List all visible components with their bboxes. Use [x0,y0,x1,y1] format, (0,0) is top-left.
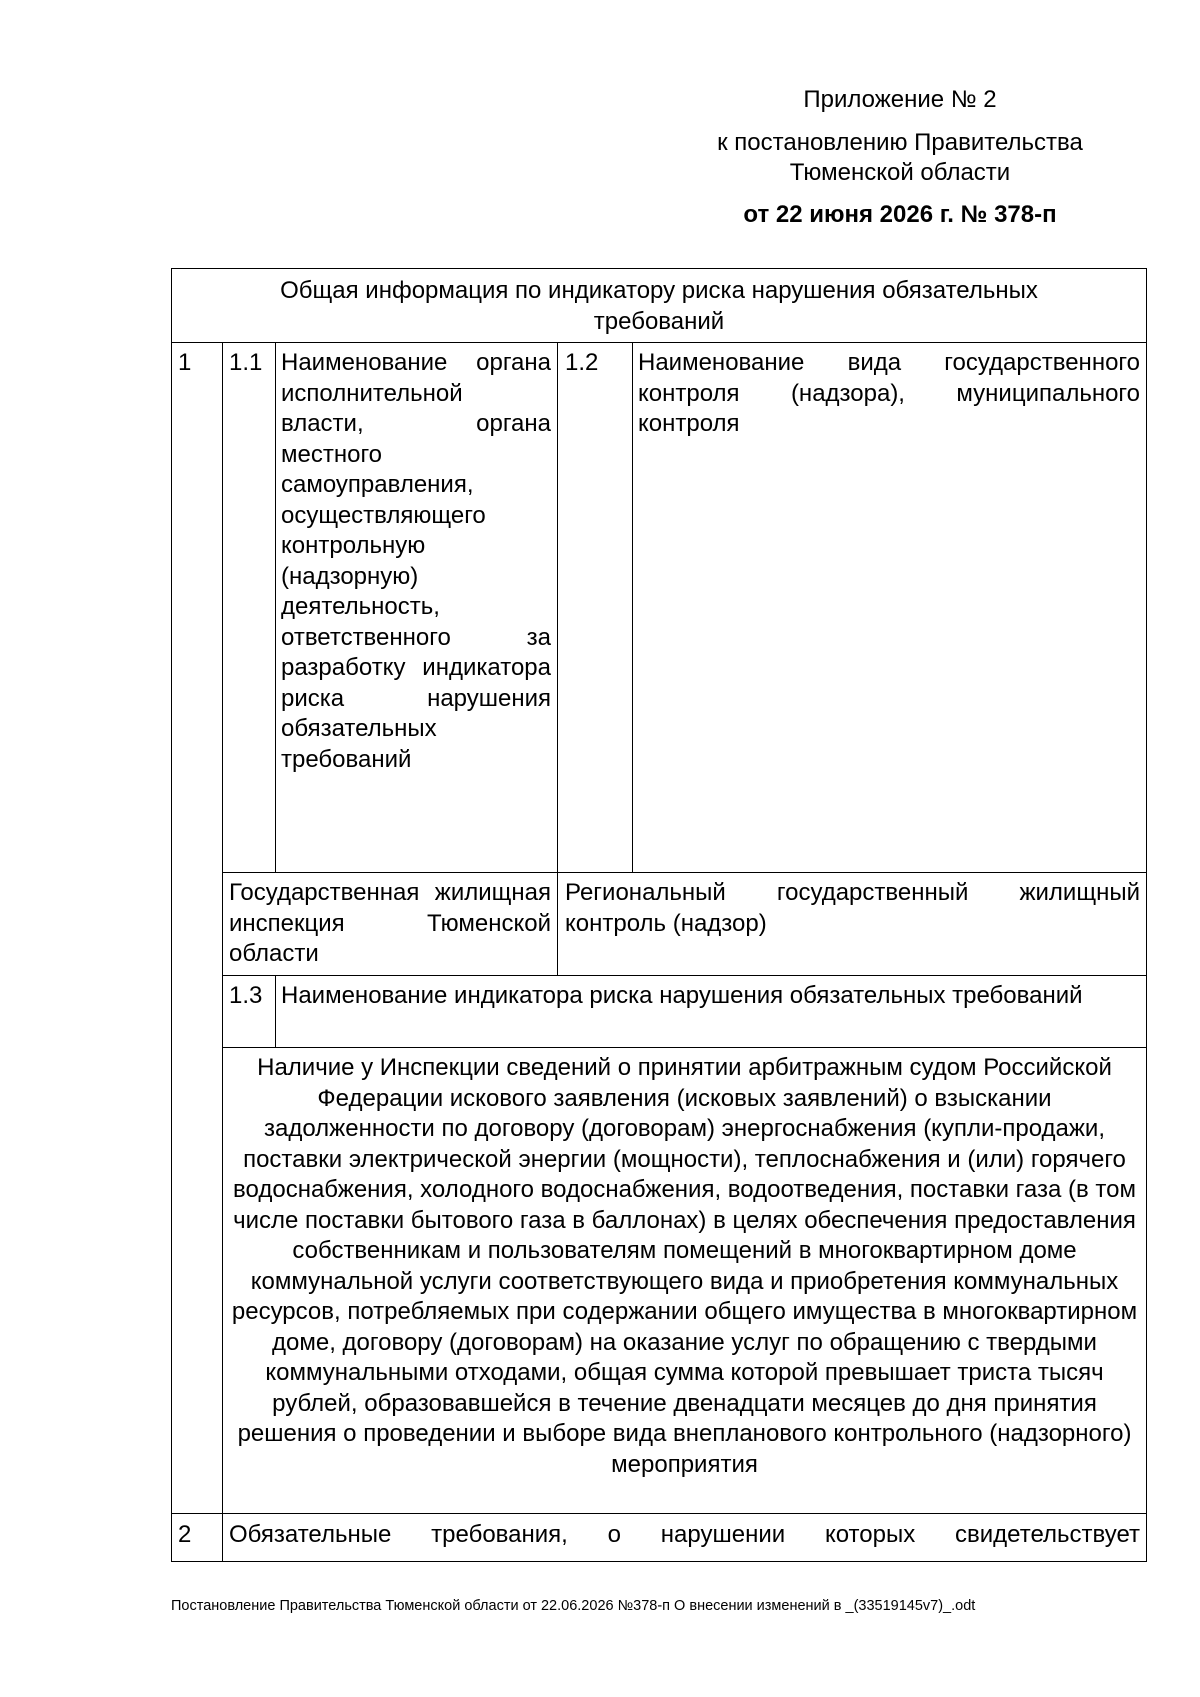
to-resolution-line: к постановлению Правительства [717,129,1083,156]
table-rule-1-3-num [275,975,276,1048]
table-border-right [1146,268,1147,1562]
table-rule-title-bottom [171,342,1147,343]
item-1-2-value: Региональный государственный жилищный контроль (надзор) [565,879,1140,937]
row-2-label-text: Обязательные требования, о нарушении которых свидетельствует [229,1521,1140,1548]
item-1-1-number: 1.1 [229,349,263,376]
item-1-3-label: Наименование индикатора риска нарушения обязательных требований [281,982,1083,1009]
indicator-table [171,268,1147,1562]
row-1-number: 1 [178,349,192,376]
appendix-reference [690,128,1110,188]
table-rule-1-2-num [632,342,633,873]
table-rule-middle [557,342,558,976]
table-rule-1-1-value-bottom [222,975,1147,976]
table-rule-1-1-num [275,342,276,873]
table-rule-1-1-label-bottom [222,872,1147,873]
item-1-2-label: Наименование вида государственного контроля (надзора), муниципального контроля [638,349,1140,437]
item-1-1-label: Наименование органа исполнительной власти, органа местного самоуправления, осуществляющего контрольную (надзорную) деятельность, ответственного за разработку индикатора риска нарушения обязательных требований [281,349,551,773]
item-1-1-value: Государственная жилищная инспекция Тюменской области [229,879,551,967]
row-2-label [229,1520,1140,1551]
table-border-bottom [171,1561,1147,1562]
table-rule-row1-bottom [171,1513,1147,1514]
row-2-number: 2 [178,1521,192,1548]
table-rule-1-3-label-bottom [222,1047,1147,1048]
document-footer: Постановление Правительства Тюменской области от 22.06.2026 №378-п О внесении изменений в _(33519145v7)_.odt [171,1598,976,1614]
resolution-date-number: от 22 июня 2026 г. № 378-п [743,201,1057,228]
appendix-number: Приложение № 2 [803,86,997,113]
table-rule-num-column [222,342,223,1562]
table-border-top [171,268,1147,269]
item-1-2-number: 1.2 [565,349,599,376]
table-title: Общая информация по индикатору риска нарушения обязательных требований [280,277,1038,335]
item-1-3-value: Наличие у Инспекции сведений о принятии арбитражным судом Российской Федерации искового заявления (исковых заявлений) о взыскании задолженности по договору (договорам) энергоснабжения (купли-продажи, поставки электрической энергии (мощности), теплоснабжения и (или) горячего водоснабжения, холодного водоснабжения, водоотведения, поставки газа (в том числе поставки бытового газа в баллонах) в целях обеспечения предоставления собственникам и пользователям помещений в многоквартирном доме коммунальной услуги соответствующего вида и приобретения коммунальных ресурсов, потребляемых при содержании общего имущества в многоквартирном доме, договору (договорам) на оказание услуг по обращению с твердыми коммунальными отходами, общая сумма которой превышает триста тысяч рублей, образовавшейся в течение двенадцати месяцев до дня принятия решения о проведении и выборе вида внепланового контрольного (надзорного) мероприятия [231,1054,1138,1478]
table-border-left [171,268,172,1562]
item-1-3-number: 1.3 [229,982,263,1009]
region-line: Тюменской области [789,159,1011,186]
